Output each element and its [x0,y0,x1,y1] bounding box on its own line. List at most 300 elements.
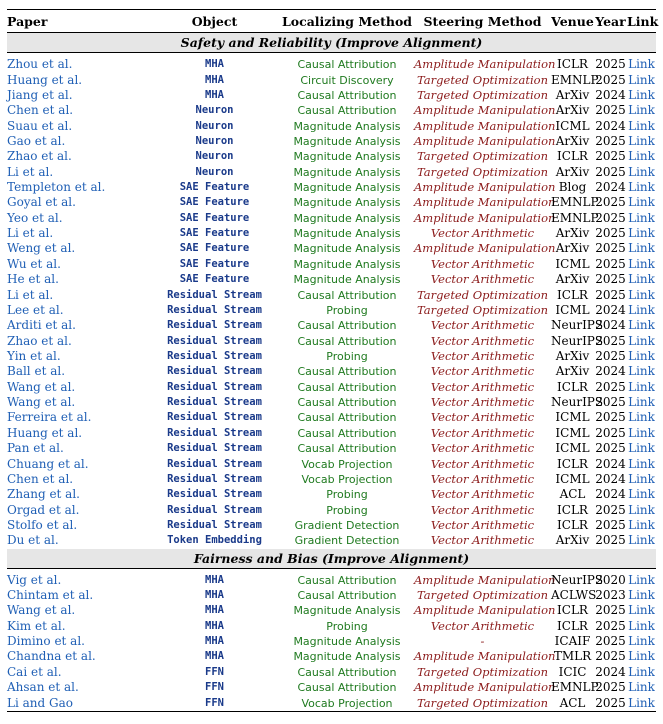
paper-cell[interactable]: Chen et al. [7,103,74,118]
venue-cell: ICML [555,471,590,486]
localizing-method-cell: Magnitude Analysis [293,650,401,664]
object-cell: FFN [205,665,224,678]
link-cell[interactable]: Link [628,680,655,695]
localizing-method-cell: Magnitude Analysis [293,196,401,210]
year-cell: 2024 [595,318,626,333]
steering-method-cell: Vector Arithmetic [430,333,535,348]
localizing-method-cell: Causal Attribution [297,104,397,118]
venue-cell: ArXiv [555,164,590,179]
paper-cell[interactable]: Wang et al. [7,603,76,618]
year-cell: 2025 [595,634,626,649]
link-cell[interactable]: Link [628,333,655,348]
steering-method-cell: Amplitude Manipulation [414,57,556,72]
steering-method-cell: - [480,634,485,649]
link-cell[interactable]: Link [628,456,655,471]
year-cell: 2025 [595,618,626,633]
table-row [7,333,656,348]
object-cell: Residual Stream [167,457,262,470]
paper-cell[interactable]: Gao et al. [7,133,66,148]
link-cell[interactable]: Link [628,517,655,532]
localizing-method-cell: Vocab Projection [301,472,393,486]
table-row [7,57,656,72]
year-cell: 2025 [595,133,626,148]
localizing-method-cell: Causal Attribution [297,58,397,72]
object-cell: Residual Stream [167,472,262,485]
table-row [7,349,656,364]
localizing-method-cell: Magnitude Analysis [293,134,401,148]
year-cell: 2025 [595,103,626,118]
link-cell[interactable]: Link [628,618,655,633]
link-cell[interactable]: Link [628,425,655,440]
paper-cell[interactable]: Chuang et al. [7,456,89,471]
year-cell: 2020 [595,572,626,587]
link-cell[interactable]: Link [628,634,655,649]
table-row [7,634,656,649]
header-link: Link [627,13,659,29]
paper-cell[interactable]: Weng et al. [7,241,76,256]
year-cell: 2025 [595,379,626,394]
localizing-method-cell: Magnitude Analysis [293,604,401,618]
object-cell: Residual Stream [167,488,262,501]
paper-cell[interactable]: Cai et al. [7,664,62,679]
year-cell: 2025 [595,333,626,348]
table-row [7,603,656,618]
venue-cell: ICLR [557,603,588,618]
venue-cell: ICML [555,256,590,271]
steering-method-cell: Targeted Optimization [417,164,548,179]
table-row [7,395,656,410]
link-cell[interactable]: Link [628,103,655,118]
link-cell[interactable]: Link [628,695,655,710]
localizing-method-cell: Probing [326,619,368,633]
object-cell: MHA [205,88,224,101]
localizing-method-cell: Causal Attribution [297,426,397,440]
localizing-method-cell: Magnitude Analysis [293,635,401,649]
localizing-method-cell: Vocab Projection [301,696,393,710]
year-cell: 2025 [595,195,626,210]
table-row [7,695,656,711]
table-row [7,318,656,333]
steering-method-cell: Amplitude Manipulation [414,180,556,195]
localizing-method-cell: Causal Attribution [297,334,397,348]
localizing-method-cell: Probing [326,488,368,502]
year-cell: 2024 [595,471,626,486]
venue-cell: EMNLP [551,680,599,695]
venue-cell: NeurIPS [551,395,604,410]
header-steering-method: Steering Method [423,13,542,29]
link-cell[interactable]: Link [628,256,655,271]
year-cell: 2024 [595,456,626,471]
table-row [7,257,656,272]
venue-cell: ArXiv [555,349,590,363]
link-cell[interactable]: Link [628,664,655,679]
year-cell: 2025 [595,502,626,517]
link-cell[interactable]: Link [628,210,655,225]
localizing-method-cell: Gradient Detection [294,518,400,532]
table-row [7,441,656,456]
paper-cell[interactable]: Ahsan et al. [7,680,79,695]
paper-cell[interactable]: Arditi et al. [7,318,76,333]
object-cell: Residual Stream [167,396,262,409]
object-cell: Neuron [195,165,234,178]
venue-cell: TMLR [553,649,592,664]
year-cell: 2025 [595,57,626,72]
steering-method-cell: Vector Arithmetic [430,487,535,502]
steering-method-cell: Amplitude Manipulation [414,210,556,225]
venue-cell: ArXiv [555,87,590,102]
steering-method-cell: Vector Arithmetic [430,226,535,241]
year-cell: 2024 [595,87,626,102]
venue-cell: ArXiv [555,241,590,256]
paper-cell[interactable]: Ball et al. [7,364,66,379]
paper-cell[interactable]: Huang et al. [7,72,83,87]
table-row [7,472,656,487]
paper-cell[interactable]: Wang et al. [7,395,76,410]
table-row [7,518,656,533]
year-cell: 2024 [595,180,626,195]
link-cell[interactable]: Link [628,349,655,363]
object-cell: Residual Stream [167,303,262,316]
paper-cell[interactable]: Chandna et al. [7,649,96,664]
localizing-method-cell: Magnitude Analysis [293,227,401,241]
localizing-method-cell: Probing [326,350,368,363]
steering-method-cell: Vector Arithmetic [430,425,535,440]
steering-method-cell: Vector Arithmetic [430,441,535,456]
paper-cell[interactable]: Templeton et al. [7,180,106,195]
survey-table-container [7,9,659,712]
object-cell: MHA [205,635,224,648]
year-cell: 2024 [595,364,626,379]
object-cell: MHA [205,73,224,86]
steering-method-cell: Vector Arithmetic [430,272,535,287]
steering-method-cell: Amplitude Manipulation [414,103,556,118]
year-cell: 2025 [595,517,626,532]
localizing-method-cell: Causal Attribution [297,589,397,603]
steering-method-cell: Vector Arithmetic [430,471,535,486]
steering-method-cell: Amplitude Manipulation [414,241,556,256]
localizing-method-cell: Probing [326,303,368,317]
link-cell[interactable]: Link [628,379,655,394]
object-cell: MHA [205,58,224,71]
venue-cell: ICML [555,425,590,440]
link-cell[interactable]: Link [628,588,655,603]
venue-cell: ICLR [557,618,588,633]
table-row [7,195,656,210]
object-cell: Residual Stream [167,442,262,455]
object-cell: Neuron [195,150,234,163]
localizing-method-cell: Causal Attribution [297,380,397,394]
steering-method-cell: Vector Arithmetic [430,456,535,471]
localizing-method-cell: Causal Attribution [297,573,397,587]
paper-cell[interactable]: Vig et al. [7,572,62,587]
localizing-method-cell: Magnitude Analysis [293,242,401,256]
steering-method-cell: Amplitude Manipulation [414,680,556,695]
venue-cell: ICML [555,441,590,456]
steering-method-cell: Vector Arithmetic [430,364,535,379]
header-paper: Paper [7,13,48,29]
localizing-method-cell: Causal Attribution [297,411,397,425]
localizing-method-cell: Vocab Projection [301,457,393,471]
steering-method-cell: Vector Arithmetic [430,318,535,333]
header-year: Year [595,13,626,29]
link-cell[interactable]: Link [628,87,655,102]
paper-cell[interactable]: Zhao et al. [7,149,72,164]
link-cell[interactable]: Link [628,241,655,256]
paper-cell[interactable]: Zhou et al. [7,57,73,72]
link-cell[interactable]: Link [628,164,655,179]
paper-cell[interactable]: Stolfo et al. [7,517,78,532]
object-cell: MHA [205,650,224,663]
year-cell: 2025 [595,533,626,548]
link-cell[interactable]: Link [628,57,655,72]
table-row [7,619,656,634]
paper-cell[interactable]: Goyal et al. [7,195,76,210]
year-cell: 2025 [595,695,626,710]
localizing-method-cell: Causal Attribution [297,396,397,410]
steering-method-cell: Targeted Optimization [417,588,548,603]
table-row [7,410,656,425]
localizing-method-cell: Magnitude Analysis [293,257,401,271]
localizing-method-cell: Magnitude Analysis [293,211,401,225]
venue-cell: ICLR [557,517,588,532]
localizing-method-cell: Magnitude Analysis [293,181,401,195]
year-cell: 2025 [595,149,626,164]
steering-method-cell: Targeted Optimization [417,287,548,302]
table-row [7,303,656,318]
venue-cell: ArXiv [555,272,590,287]
section-title: Safety and Reliability (Improve Alignment) [7,33,656,53]
object-cell: MHA [205,604,224,617]
year-cell: 2025 [595,272,626,287]
object-cell: Residual Stream [167,426,262,439]
steering-method-cell: Vector Arithmetic [430,379,535,394]
steering-method-cell: Targeted Optimization [417,695,548,710]
venue-cell: ICIC [558,664,587,679]
localizing-method-cell: Magnitude Analysis [293,273,401,287]
link-cell[interactable]: Link [628,226,655,241]
year-cell: 2025 [595,241,626,256]
year-cell: 2025 [595,226,626,241]
venue-cell: ICLR [557,456,588,471]
object-cell: FFN [205,681,224,694]
paper-cell[interactable]: Zhang et al. [7,487,80,502]
steering-method-cell: Amplitude Manipulation [414,118,556,133]
paper-cell[interactable]: Lee et al. [7,302,64,317]
paper-cell[interactable]: Li et al. [7,226,54,241]
object-cell: MHA [205,619,224,632]
link-cell[interactable]: Link [628,118,655,133]
steering-method-cell: Amplitude Manipulation [414,603,556,618]
venue-cell: ICML [555,118,590,133]
link-cell[interactable]: Link [628,180,655,195]
venue-cell: ICLR [557,379,588,394]
localizing-method-cell: Causal Attribution [297,319,397,333]
steering-method-cell: Targeted Optimization [417,149,548,164]
year-cell: 2025 [595,72,626,87]
venue-cell: NeurIPS [551,333,604,348]
link-cell[interactable]: Link [628,133,655,148]
paper-cell[interactable]: Yin et al. [7,349,61,363]
steering-method-cell: Targeted Optimization [417,72,548,87]
link-cell[interactable]: Link [628,471,655,486]
venue-cell: EMNLP [551,195,599,210]
object-cell: MHA [205,589,224,602]
table-row [7,180,656,195]
link-cell[interactable]: Link [628,533,655,548]
localizing-method-cell: Magnitude Analysis [293,165,401,179]
paper-cell[interactable]: Li and Gao [7,695,73,710]
steering-method-cell: Vector Arithmetic [430,349,535,363]
object-cell: SAE Feature [179,196,250,209]
link-cell[interactable]: Link [628,149,655,164]
venue-cell: ACL [559,487,586,502]
object-cell: Residual Stream [167,503,262,516]
object-cell: Residual Stream [167,380,262,393]
steering-method-cell: Amplitude Manipulation [414,195,556,210]
steering-method-cell: Amplitude Manipulation [414,572,556,587]
steering-method-cell: Vector Arithmetic [430,256,535,271]
paper-cell[interactable]: Zhao et al. [7,333,72,348]
paper-cell[interactable]: He et al. [7,272,59,287]
steering-method-cell: Targeted Optimization [417,664,548,679]
object-cell: SAE Feature [179,257,250,270]
venue-cell: ICLR [557,287,588,302]
localizing-method-cell: Causal Attribution [297,681,397,695]
paper-cell[interactable]: Wu et al. [7,256,61,271]
year-cell: 2025 [595,425,626,440]
paper-cell[interactable]: Kim et al. [7,618,66,633]
steering-method-cell: Targeted Optimization [417,302,548,317]
object-cell: SAE Feature [179,181,250,194]
link-cell[interactable]: Link [628,441,655,456]
link-cell[interactable]: Link [628,603,655,618]
venue-cell: ArXiv [555,533,590,548]
object-cell: SAE Feature [179,211,250,224]
paper-cell[interactable]: Du et al. [7,533,59,548]
year-cell: 2024 [595,302,626,317]
year-cell: 2025 [595,256,626,271]
object-cell: MHA [205,573,224,586]
object-cell: Neuron [195,119,234,132]
paper-cell[interactable]: Ferreira et al. [7,410,92,425]
table-row [7,364,656,379]
localizing-method-cell: Gradient Detection [294,534,400,548]
paper-cell[interactable]: Li et al. [7,287,54,302]
venue-cell: ICLR [557,57,588,72]
steering-method-cell: Amplitude Manipulation [414,649,556,664]
table-row [7,487,656,502]
section-header-row [7,33,656,53]
paper-cell[interactable]: Yeo et al. [7,210,63,225]
venue-cell: Blog [558,180,587,195]
venue-cell: ICML [555,410,590,425]
year-cell: 2025 [595,395,626,410]
header-row [7,10,656,33]
paper-cell[interactable]: Huang et al. [7,425,83,440]
table-row [7,88,656,103]
table-row [7,165,656,180]
year-cell: 2025 [595,410,626,425]
venue-cell: EMNLP [551,72,599,87]
paper-cell[interactable]: Jiang et al. [7,87,73,102]
year-cell: 2025 [595,287,626,302]
steering-method-cell: Vector Arithmetic [430,517,535,532]
header-localizing-method: Localizing Method [281,13,413,29]
section-header-row [7,549,656,569]
link-cell[interactable]: Link [628,572,655,587]
object-cell: Token Embedding [167,534,262,547]
paper-cell[interactable]: Dimino et al. [7,634,85,649]
year-cell: 2025 [595,164,626,179]
link-cell[interactable]: Link [628,287,655,302]
steering-method-cell: Vector Arithmetic [430,410,535,425]
localizing-method-cell: Probing [326,503,368,517]
link-cell[interactable]: Link [628,272,655,287]
localizing-method-cell: Circuit Discovery [300,73,394,87]
steering-method-cell: Vector Arithmetic [430,395,535,410]
link-cell[interactable]: Link [628,364,655,379]
table-body [7,33,656,712]
paper-cell[interactable]: Wang et al. [7,379,76,394]
link-cell[interactable]: Link [628,302,655,317]
venue-cell: ICLR [557,502,588,517]
section-title: Fairness and Bias (Improve Alignment) [7,549,656,569]
table-row [7,287,656,302]
object-cell: SAE Feature [179,242,250,255]
table-row [7,649,656,664]
paper-cell[interactable]: Suau et al. [7,118,73,133]
object-cell: Residual Stream [167,518,262,531]
localizing-method-cell: Magnitude Analysis [293,150,401,164]
link-cell[interactable]: Link [628,318,655,333]
localizing-method-cell: Causal Attribution [297,665,397,679]
paper-cell[interactable]: Pan et al. [7,441,64,456]
venue-cell: ICML [555,302,590,317]
object-cell: Neuron [195,134,234,147]
link-cell[interactable]: Link [628,410,655,425]
object-cell: Residual Stream [167,319,262,332]
localizing-method-cell: Causal Attribution [297,288,397,302]
year-cell: 2025 [595,210,626,225]
table-row [7,118,656,133]
table-row [7,380,656,395]
table-row [7,72,656,87]
steering-method-cell: Vector Arithmetic [430,533,535,548]
link-cell[interactable]: Link [628,502,655,517]
year-cell: 2025 [595,680,626,695]
object-cell: FFN [205,696,224,709]
link-cell[interactable]: Link [628,395,655,410]
paper-cell[interactable]: Li et al. [7,164,54,179]
paper-cell[interactable]: Chen et al. [7,471,74,486]
localizing-method-cell: Causal Attribution [297,365,397,379]
venue-cell: ACL [559,695,586,710]
table-row [7,665,656,680]
venue-cell: NeurIPS [551,318,604,333]
link-cell[interactable]: Link [628,72,655,87]
object-cell: Residual Stream [167,350,262,362]
object-cell: Neuron [195,104,234,117]
link-cell[interactable]: Link [628,649,655,664]
table-row [7,134,656,149]
link-cell[interactable]: Link [628,487,655,502]
paper-cell[interactable]: Chintam et al. [7,588,94,603]
paper-cell[interactable]: Orgad et al. [7,502,80,517]
table-row [7,226,656,241]
table-row [7,149,656,164]
link-cell[interactable]: Link [628,195,655,210]
table-row [7,426,656,441]
